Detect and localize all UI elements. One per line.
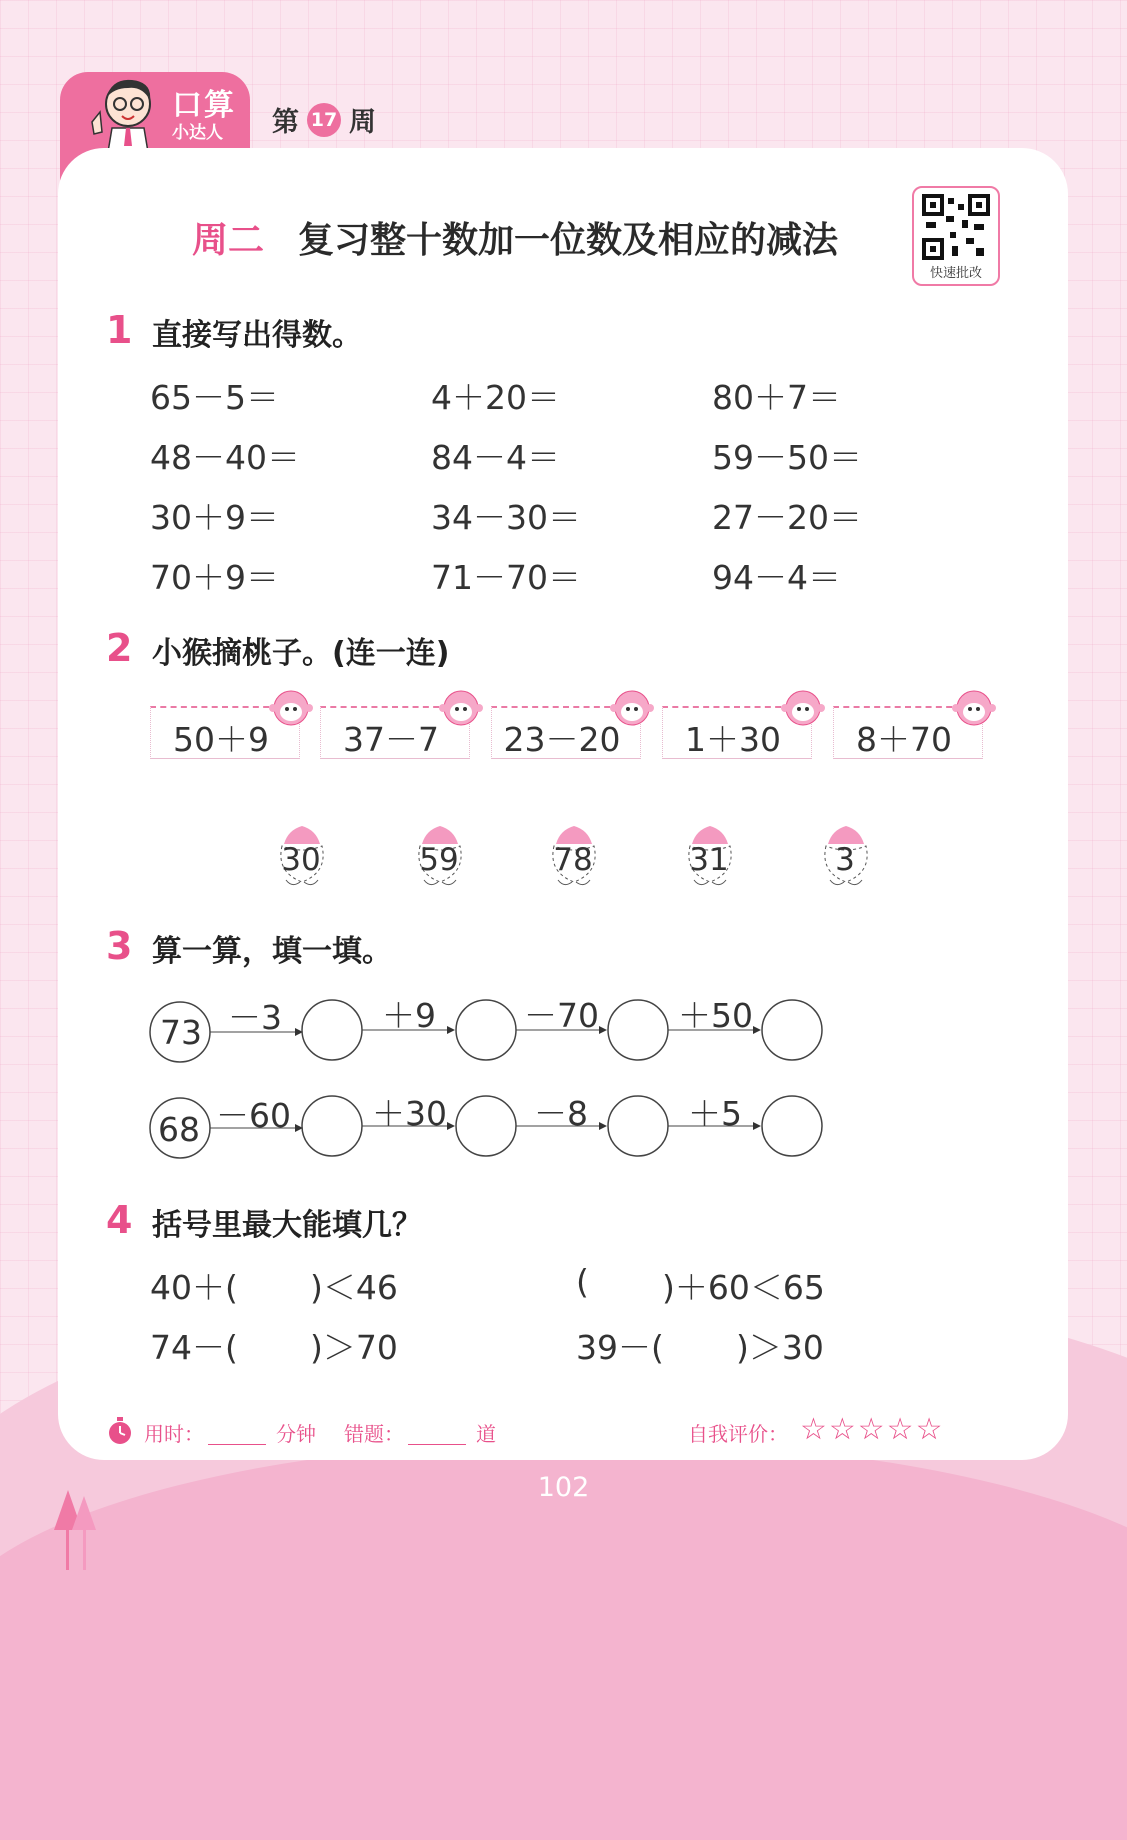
peach-value: 3 <box>835 842 855 878</box>
bracket-right: )＜46 <box>310 1268 398 1307</box>
monkey-card[interactable] <box>662 706 812 759</box>
equation: 34－30＝ <box>431 498 581 537</box>
week-label <box>272 100 376 139</box>
errors-record <box>344 1418 496 1447</box>
errors-label: 错题： <box>344 1422 404 1446</box>
qr-code-icon <box>922 194 990 260</box>
brand-subtitle: 小达人 <box>172 123 223 143</box>
bracket-right: )＋60＜65 <box>662 1268 825 1307</box>
chain-operation: －70 <box>524 996 599 1035</box>
peach[interactable] <box>680 822 740 888</box>
errors-blank[interactable] <box>408 1444 466 1445</box>
chain-operation: ＋9 <box>382 996 436 1035</box>
bracket-left: 40＋( <box>150 1268 238 1307</box>
chain-operation: －8 <box>534 1094 588 1133</box>
answer-circle <box>608 1000 668 1060</box>
monkey-expression: 8＋70 <box>856 720 952 759</box>
page-title <box>192 212 838 263</box>
qr-label: 快速批改 <box>929 266 982 281</box>
errors-unit: 道 <box>476 1422 496 1446</box>
bracket-left: 74－( <box>150 1328 238 1367</box>
monkey-card[interactable] <box>833 706 983 759</box>
answer-circle <box>302 1096 362 1156</box>
monkey-icon <box>781 688 825 728</box>
monkey-expression: 37－7 <box>343 720 439 759</box>
equation: 4＋20＝ <box>431 378 560 417</box>
chain-operation: ＋50 <box>678 996 753 1035</box>
qr-code[interactable] <box>912 186 1000 286</box>
time-label: 用时： <box>144 1422 204 1446</box>
rating-stars[interactable]: ☆☆☆☆☆ <box>800 1412 945 1447</box>
monkey-icon <box>610 688 654 728</box>
peach-value: 59 <box>419 842 459 878</box>
peach-value: 30 <box>281 842 321 878</box>
section-1-title: 直接写出得数。 <box>152 318 362 353</box>
week-suffix: 周 <box>349 107 376 138</box>
equation: 27－20＝ <box>712 498 862 537</box>
chain-operation: －3 <box>228 998 282 1037</box>
week-number-badge: 17 <box>307 103 341 137</box>
equation: 48－40＝ <box>150 438 300 477</box>
answer-circle <box>302 1000 362 1060</box>
equation: 70＋9＝ <box>150 558 279 597</box>
answer-circle <box>456 1000 516 1060</box>
stopwatch-icon <box>106 1416 134 1446</box>
page-number: 102 <box>537 1472 590 1503</box>
monkey-icon <box>269 688 313 728</box>
page-title-day: 周二 <box>192 220 265 261</box>
peach[interactable] <box>544 822 604 888</box>
section-4-title: 括号里最大能填几？ <box>152 1208 422 1243</box>
section-3-title: 算一算，填一填。 <box>152 934 392 969</box>
answer-circle <box>456 1096 516 1156</box>
bracket-left: ( <box>576 1262 589 1301</box>
monkey-icon <box>439 688 483 728</box>
equation: 84－4＝ <box>431 438 560 477</box>
chain-operation: －60 <box>216 1096 291 1135</box>
monkey-card[interactable] <box>150 706 300 759</box>
monkey-expression: 23－20 <box>503 720 621 759</box>
equation: 94－4＝ <box>712 558 841 597</box>
peach[interactable] <box>410 822 470 888</box>
mascot-icon <box>82 72 162 152</box>
monkey-expression: 1＋30 <box>685 720 781 759</box>
equation: 30＋9＝ <box>150 498 279 537</box>
monkey-icon <box>952 688 996 728</box>
answer-circle <box>762 1000 822 1060</box>
section-4-number: 4 <box>106 1198 133 1242</box>
section-2-number: 2 <box>106 626 133 670</box>
time-unit: 分钟 <box>276 1422 316 1446</box>
bracket-left: 39－( <box>576 1328 664 1367</box>
chain-start-value: 73 <box>160 1013 202 1052</box>
chain-start-value: 68 <box>158 1110 200 1149</box>
peach[interactable] <box>272 822 332 888</box>
section-1-number: 1 <box>106 308 133 352</box>
time-blank[interactable] <box>208 1444 266 1445</box>
brand-title: 口算 <box>172 88 236 123</box>
equation: 80＋7＝ <box>712 378 841 417</box>
chain-operation: ＋5 <box>688 1094 742 1133</box>
bracket-right: )＞30 <box>736 1328 824 1367</box>
section-2-title: 小猴摘桃子。(连一连) <box>152 636 450 671</box>
page-title-text: 复习整十数加一位数及相应的减法 <box>298 220 839 261</box>
monkey-card[interactable] <box>491 706 641 759</box>
self-eval-label: 自我评价： <box>688 1422 788 1446</box>
week-prefix: 第 <box>272 107 299 138</box>
answer-circle <box>762 1096 822 1156</box>
equation: 59－50＝ <box>712 438 862 477</box>
peach-value: 31 <box>689 842 729 878</box>
monkey-card[interactable] <box>320 706 470 759</box>
answer-circle <box>608 1096 668 1156</box>
section-3-number: 3 <box>106 924 133 968</box>
bracket-right: )＞70 <box>310 1328 398 1367</box>
equation: 65－5＝ <box>150 378 279 417</box>
monkey-expression: 50＋9 <box>173 720 269 759</box>
chain-operation: ＋30 <box>372 1094 447 1133</box>
peach-value: 78 <box>553 842 593 878</box>
equation: 71－70＝ <box>431 558 581 597</box>
time-record <box>144 1418 316 1447</box>
peach[interactable] <box>816 822 876 888</box>
